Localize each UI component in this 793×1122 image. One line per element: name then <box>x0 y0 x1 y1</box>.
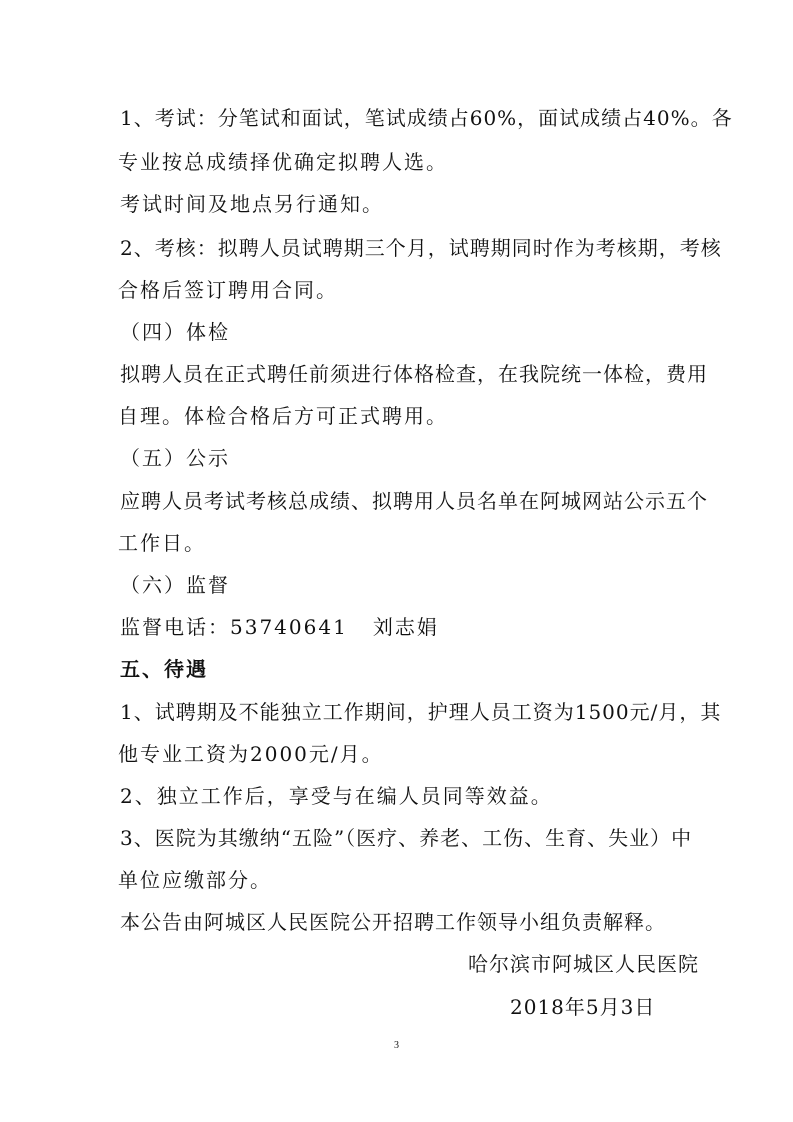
paragraph-assessment-line-1: 2、考核：拟聘人员试聘期三个月，试聘期同时作为考核期，考核 <box>120 236 722 260</box>
supervision-phone: 监督电话：53740641 刘志娟 <box>120 615 439 639</box>
paragraph-exam-line-1: 1、考试：分笔试和面试，笔试成绩占60%，面试成绩占40%。各 <box>120 106 733 130</box>
paragraph-benefits-3-line-2: 单位应缴部分。 <box>118 868 272 892</box>
page-number: 3 <box>394 1040 399 1051</box>
paragraph-benefits-2: 2、独立工作后，享受与在编人员同等效益。 <box>120 784 553 808</box>
paragraph-physical-exam-line-2: 自理。体检合格后方可正式聘用。 <box>118 404 448 428</box>
paragraph-physical-exam-line-1: 拟聘人员在正式聘任前须进行体格检查，在我院统一体检，费用 <box>120 362 708 386</box>
section-heading-supervision: （六）监督 <box>120 573 230 597</box>
paragraph-benefits-1-line-1: 1、试聘期及不能独立工作期间，护理人员工资为1500元/月，其 <box>120 700 722 724</box>
section-heading-publicity: （五）公示 <box>120 446 230 470</box>
signature-organization: 哈尔滨市阿城区人民医院 <box>468 952 699 976</box>
paragraph-assessment-line-2: 合格后签订聘用合同。 <box>118 278 338 302</box>
section-heading-benefits: 五、待遇 <box>120 657 208 681</box>
paragraph-benefits-1-line-2: 他专业工资为2000元/月。 <box>118 742 384 766</box>
paragraph-interpretation: 本公告由阿城区人民医院公开招聘工作领导小组负责解释。 <box>120 910 666 934</box>
signature-date: 2018年5月3日 <box>510 995 656 1019</box>
paragraph-publicity-line-2: 工作日。 <box>118 531 206 555</box>
paragraph-exam-time: 考试时间及地点另行通知。 <box>120 192 384 216</box>
section-heading-physical-exam: （四）体检 <box>120 320 230 344</box>
paragraph-publicity-line-1: 应聘人员考试考核总成绩、拟聘用人员名单在阿城网站公示五个 <box>120 489 708 513</box>
paragraph-benefits-3-line-1: 3、医院为其缴纳“五险”（医疗、养老、工伤、生育、失业）中 <box>120 826 693 850</box>
paragraph-exam-line-2: 专业按总成绩择优确定拟聘人选。 <box>118 150 448 174</box>
